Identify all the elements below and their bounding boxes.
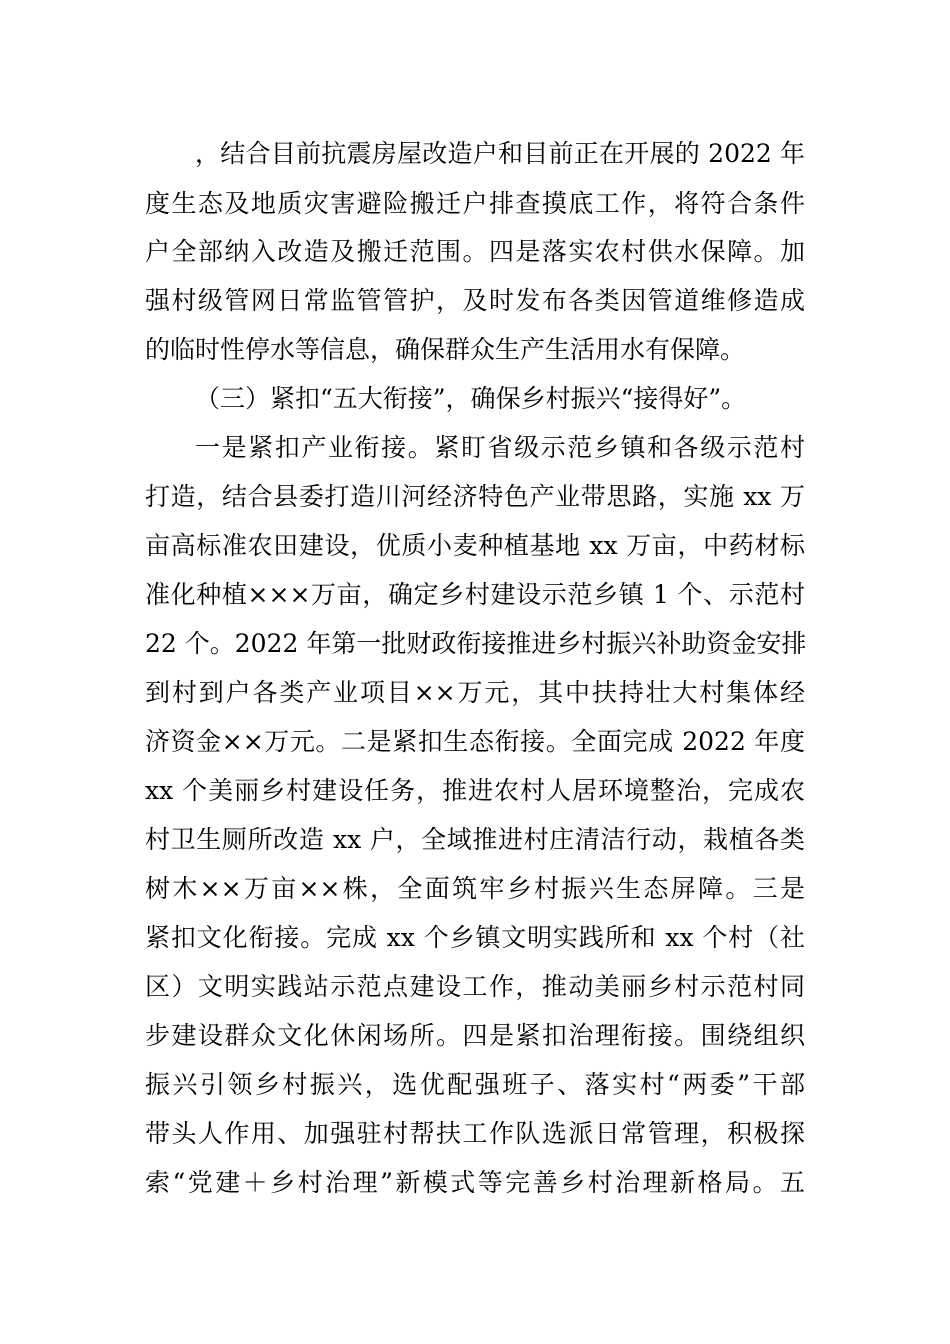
paragraph-line: ，结合目前抗震房屋改造户和目前正在开展的 2022 年 (195, 139, 805, 168)
paragraph-line: 强村级管网日常监管管护，及时发布各类因管道维修造成 (145, 286, 805, 315)
paragraph-line: 济资金××万元。二是紧扣生态衔接。全面完成 2022 年度 (145, 727, 805, 756)
paragraph-line: 区）文明实践站示范点建设工作，推动美丽乡村示范村同 (145, 972, 805, 1001)
paragraph-line: 索“党建＋乡村治理”新模式等完善乡村治理新格局。五 (145, 1168, 805, 1197)
paragraph-line: 户全部纳入改造及搬迁范围。四是落实农村供水保障。加 (145, 237, 805, 266)
paragraph-line: 树木××万亩××株，全面筑牢乡村振兴生态屏障。三是 (145, 874, 805, 903)
paragraph-line: 的临时性停水等信息，确保群众生产生活用水有保障。 (145, 335, 746, 364)
paragraph-line: 度生态及地质灾害避险搬迁户排查摸底工作，将符合条件 (145, 189, 805, 218)
paragraph-line: 亩高标准农田建设，优质小麦种植基地 xx 万亩，中药材标 (145, 531, 805, 560)
section-heading: （三）紧扣“五大衔接”，确保乡村振兴“接得好”。 (195, 384, 747, 413)
paragraph-line: 准化种植×××万亩，确定乡村建设示范乡镇 1 个、示范村 (145, 580, 805, 609)
paragraph-line: xx 个美丽乡村建设任务，推进农村人居环境整治，完成农 (145, 776, 805, 805)
paragraph-line: 一是紧扣产业衔接。紧盯省级示范乡镇和各级示范村 (195, 433, 805, 462)
paragraph-line: 打造，结合县委打造川河经济特色产业带思路，实施 xx 万 (145, 482, 805, 511)
paragraph-line: 带头人作用、加强驻村帮扶工作队选派日常管理，积极探 (145, 1119, 805, 1148)
paragraph-line: 22 个。2022 年第一批财政衔接推进乡村振兴补助资金安排 (145, 629, 807, 658)
paragraph-line: 步建设群众文化休闲场所。四是紧扣治理衔接。围绕组织 (145, 1021, 805, 1050)
paragraph-line: 到村到户各类产业项目××万元，其中扶持壮大村集体经 (145, 678, 805, 707)
paragraph-line: 村卫生厕所改造 xx 户，全域推进村庄清洁行动，栽植各类 (145, 825, 805, 854)
paragraph-line: 紧扣文化衔接。完成 xx 个乡镇文明实践所和 xx 个村（社 (145, 923, 805, 952)
paragraph-line: 振兴引领乡村振兴，选优配强班子、落实村“两委”干部 (145, 1070, 805, 1099)
